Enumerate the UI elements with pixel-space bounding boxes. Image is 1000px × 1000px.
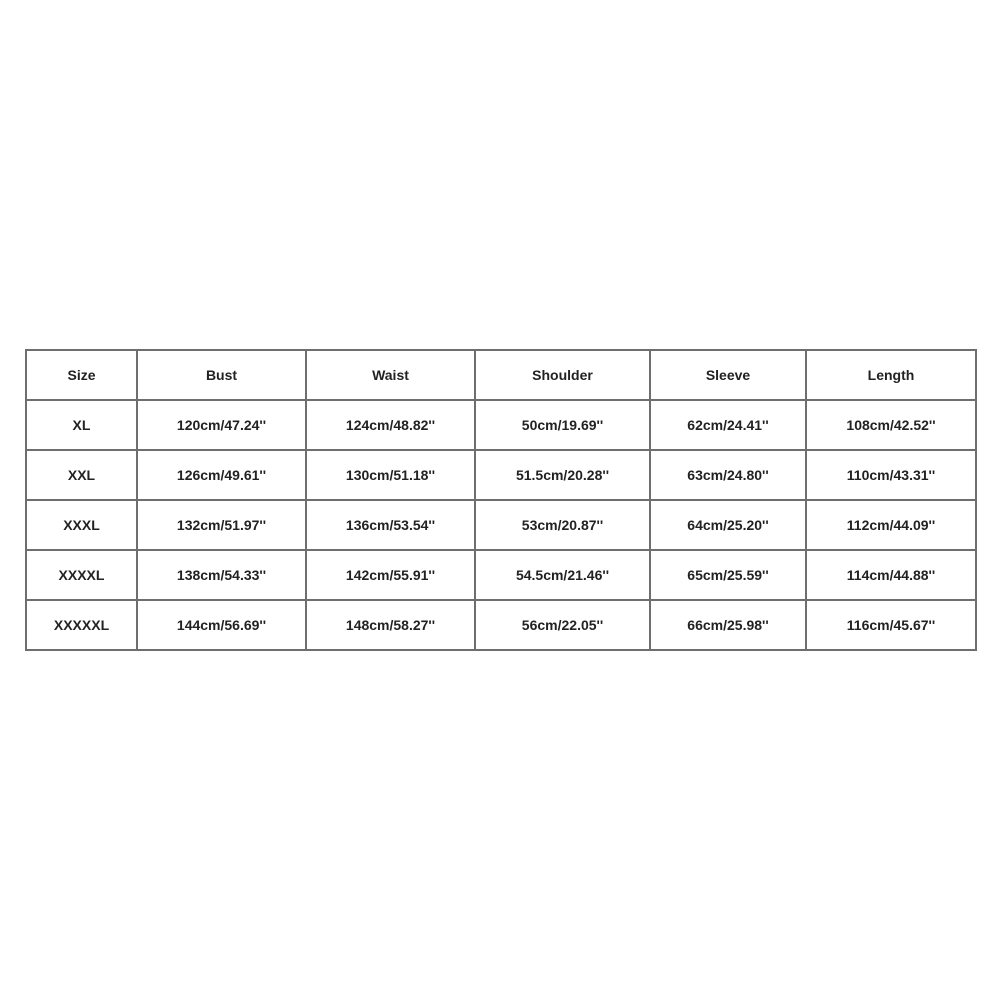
header-size: Size (26, 350, 137, 400)
cell-bust: 138cm/54.33'' (137, 550, 306, 600)
header-shoulder: Shoulder (475, 350, 650, 400)
cell-size: XXL (26, 450, 137, 500)
cell-sleeve: 62cm/24.41'' (650, 400, 806, 450)
cell-waist: 124cm/48.82'' (306, 400, 475, 450)
header-waist: Waist (306, 350, 475, 400)
cell-length: 116cm/45.67'' (806, 600, 976, 650)
cell-bust: 120cm/47.24'' (137, 400, 306, 450)
cell-shoulder: 51.5cm/20.28'' (475, 450, 650, 500)
cell-waist: 148cm/58.27'' (306, 600, 475, 650)
size-chart-table (25, 349, 977, 651)
table-row (26, 500, 976, 550)
cell-length: 108cm/42.52'' (806, 400, 976, 450)
cell-size: XXXXL (26, 550, 137, 600)
table-row (26, 600, 976, 650)
cell-waist: 130cm/51.18'' (306, 450, 475, 500)
cell-length: 112cm/44.09'' (806, 500, 976, 550)
table-row (26, 550, 976, 600)
cell-bust: 132cm/51.97'' (137, 500, 306, 550)
cell-sleeve: 64cm/25.20'' (650, 500, 806, 550)
cell-sleeve: 66cm/25.98'' (650, 600, 806, 650)
cell-length: 110cm/43.31'' (806, 450, 976, 500)
cell-length: 114cm/44.88'' (806, 550, 976, 600)
cell-shoulder: 56cm/22.05'' (475, 600, 650, 650)
table-header-row (26, 350, 976, 400)
cell-bust: 126cm/49.61'' (137, 450, 306, 500)
table-row (26, 400, 976, 450)
cell-sleeve: 63cm/24.80'' (650, 450, 806, 500)
cell-shoulder: 53cm/20.87'' (475, 500, 650, 550)
header-length: Length (806, 350, 976, 400)
cell-waist: 142cm/55.91'' (306, 550, 475, 600)
cell-waist: 136cm/53.54'' (306, 500, 475, 550)
cell-size: XL (26, 400, 137, 450)
cell-size: XXXXXL (26, 600, 137, 650)
cell-shoulder: 54.5cm/21.46'' (475, 550, 650, 600)
header-bust: Bust (137, 350, 306, 400)
table-row (26, 450, 976, 500)
cell-size: XXXL (26, 500, 137, 550)
header-sleeve: Sleeve (650, 350, 806, 400)
cell-sleeve: 65cm/25.59'' (650, 550, 806, 600)
cell-shoulder: 50cm/19.69'' (475, 400, 650, 450)
cell-bust: 144cm/56.69'' (137, 600, 306, 650)
